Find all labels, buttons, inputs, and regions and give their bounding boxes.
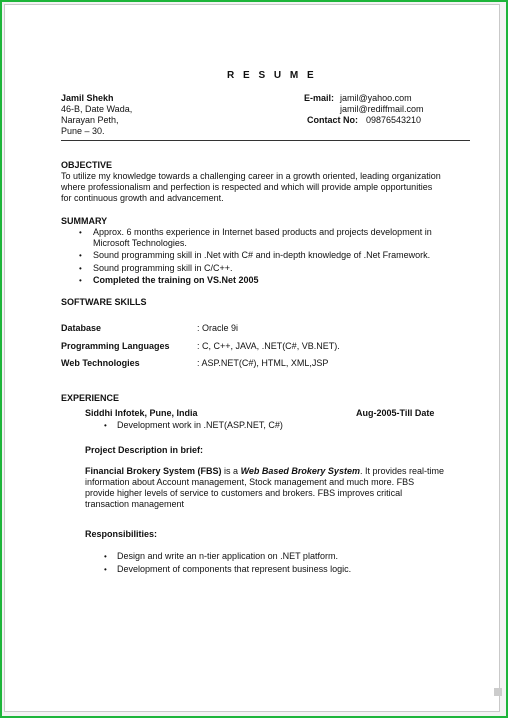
bullet-icon: • bbox=[79, 228, 82, 237]
bullet-icon: • bbox=[79, 276, 82, 285]
skill-value: : C, C++, JAVA, .NET(C#, VB.NET). bbox=[197, 341, 340, 351]
work-description: Development work in .NET(ASP.NET, C#) bbox=[117, 420, 283, 430]
objective-heading: OBJECTIVE bbox=[61, 160, 113, 170]
responsibility-item: Development of components that represent business logic. bbox=[117, 564, 352, 574]
contact-label: Contact No: bbox=[307, 115, 358, 125]
bullet-icon: • bbox=[79, 251, 82, 260]
email-primary: jamil@yahoo.com bbox=[340, 93, 412, 103]
summary-item: Completed the training on VS.Net 2005 bbox=[93, 275, 259, 285]
skill-label: Web Technologies bbox=[61, 358, 140, 368]
skills-heading: SOFTWARE SKILLS bbox=[61, 297, 147, 307]
project-line: provide higher levels of service to customers and brokers. FBS improves critical bbox=[85, 488, 403, 498]
address-line-1: 46-B, Date Wada, bbox=[61, 104, 133, 114]
project-is: is a bbox=[221, 466, 241, 476]
experience-heading: EXPERIENCE bbox=[61, 393, 120, 403]
bullet-icon: • bbox=[104, 421, 107, 430]
project-line: transaction management bbox=[85, 499, 185, 509]
skill-label: Database bbox=[61, 323, 102, 333]
objective-line: where professionalism and perfection is respected and which will provide ample opportunities bbox=[61, 182, 433, 192]
bullet-icon: • bbox=[104, 552, 107, 561]
skill-value: : Oracle 9i bbox=[197, 323, 239, 333]
contact-number: 09876543210 bbox=[366, 115, 422, 125]
email-label: E-mail: bbox=[304, 93, 335, 103]
email-secondary: jamil@rediffmail.com bbox=[340, 104, 424, 114]
project-intro bbox=[85, 466, 444, 477]
project-line: information about Account management, Stock management and much more. FBS bbox=[85, 477, 415, 487]
responsibility-item: Design and write an n-tier application on .NET platform. bbox=[117, 551, 338, 561]
summary-item: Approx. 6 months experience in Internet based products and projects development in bbox=[93, 227, 432, 237]
header-divider bbox=[61, 140, 470, 141]
skill-value: : ASP.NET(C#), HTML, XML,JSP bbox=[197, 358, 329, 368]
objective-line: To utilize my knowledge towards a challenging career in a growth oriented, leading organization bbox=[61, 171, 441, 181]
summary-item-continued: Microsoft Technologies. bbox=[93, 238, 187, 248]
company-name: Siddhi Infotek, Pune, India bbox=[85, 408, 198, 418]
summary-item: Sound programming skill in C/C++. bbox=[93, 263, 233, 273]
resize-handle-icon[interactable] bbox=[494, 688, 502, 696]
resume-title: R E S U M E bbox=[227, 70, 317, 81]
employment-period: Aug-2005-Till Date bbox=[356, 408, 435, 418]
summary-heading: SUMMARY bbox=[61, 216, 108, 226]
address-line-2: Narayan Peth, bbox=[61, 115, 119, 125]
bullet-icon: • bbox=[104, 565, 107, 574]
responsibilities-heading: Responsibilities: bbox=[85, 529, 158, 539]
bullet-icon: • bbox=[79, 264, 82, 273]
candidate-name: Jamil Shekh bbox=[61, 93, 114, 103]
project-heading: Project Description in brief: bbox=[85, 445, 204, 455]
project-name: Financial Brokery System (FBS) bbox=[85, 466, 222, 476]
objective-line: for continuous growth and advancement. bbox=[61, 193, 224, 203]
project-web: Web Based Brokery System bbox=[240, 466, 360, 476]
summary-item: Sound programming skill in .Net with C# and in-depth knowledge of .Net Framework. bbox=[93, 250, 431, 260]
skill-label: Programming Languages bbox=[61, 341, 170, 351]
project-rest: . It provides real-time bbox=[359, 466, 444, 476]
address-line-3: Pune – 30. bbox=[61, 126, 105, 136]
